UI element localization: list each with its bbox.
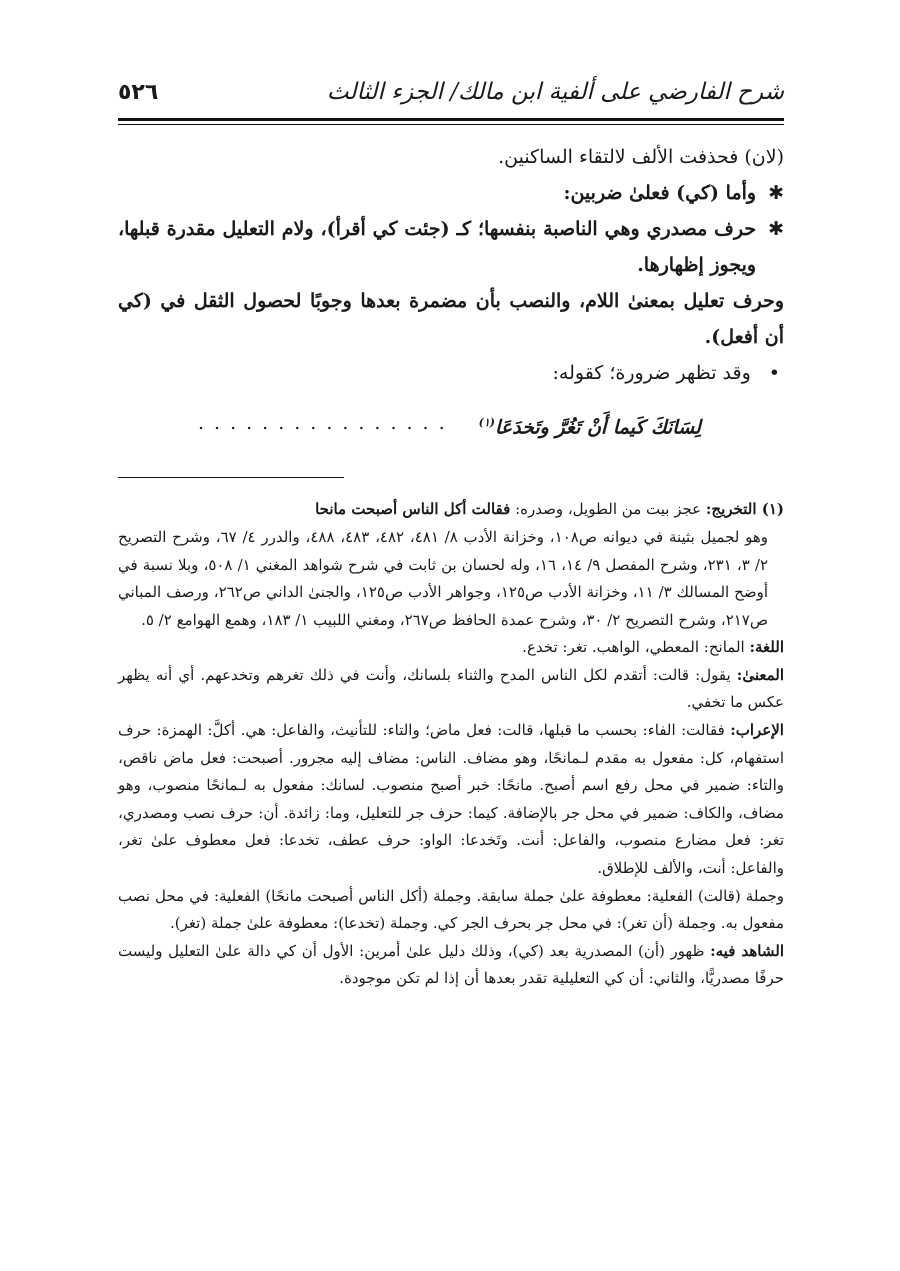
list-item	[118, 355, 784, 391]
footnote-irab	[118, 717, 784, 883]
text-line: (لان) فحذفت الألف لالتقاء الساكنين.	[498, 146, 784, 168]
footnote-text: فقالت: الفاء: بحسب ما قبلها، قالت: فعل ماض؛ والتاء: للتأنيث، والفاعل: هي. أكلَّ: الهمزة: حرف استفهام، كل: مفعول به مقدم لـمانحًا، وهو مضاف. الناس: مضاف إليه مجرور. أصبحت: فعل ماض ناقص، والتاء: ضمير في محل رفع اسم أصبح. مانحًا: خبر أصبح منصوب. لسانك: مفعول به لـمانحًا منصوب، وهو مضاف، والكاف: ضمير في محل جر بالإضافة. كيما: حرف جر للتعليل، وما: زائدة. أن: حرف نصب ومصدري، تغر: فعل مضارع منصوب، والفاعل: أنت. وتَخدعا: الواو: حرف عطف، تخدعا: فعل معطوف علىٰ تغر، والفاعل: أنت، والألف للإطلاق.	[118, 721, 784, 878]
page-header	[118, 70, 784, 114]
verse-text: لِسَانَكَ كَيما أَنْ تَغُرَّ وتَخدَعَا	[495, 416, 701, 439]
footnote-label: (١) التخريج:	[705, 500, 784, 519]
footnote-text: ظهور (أن) المصدرية بعد (كي)، وذلك دليل علىٰ أمرين: الأول أن كي دالة علىٰ التعليل وليست حرفًا مصدريًّا، والثاني: أن كي التعليلية تقدر بعدها أن إذا لم تكن موجودة.	[118, 941, 784, 988]
main-text	[118, 139, 784, 445]
footnote-label: اللغة:	[749, 638, 784, 657]
page-number: ٥٢٦	[118, 79, 159, 105]
footnote-separator	[118, 477, 344, 478]
list-item	[118, 211, 784, 283]
verse-hemistich	[479, 405, 701, 445]
book-page	[118, 70, 784, 1240]
verse-elision-dots: ................	[198, 412, 455, 434]
footnote-lugha	[118, 634, 784, 662]
paragraph: وحرف تعليل بمعنىٰ اللام، والنصب بأن مضمرة بعدها وجوبًا لحصول الثقل في (كي أن أفعل).	[118, 290, 784, 348]
footnote-takhrij-head	[118, 496, 784, 524]
footnote-text: عجز بيت من الطويل، وصدره:	[515, 500, 702, 519]
list-item-text: وقد تظهر ضرورة؛ كقوله:	[552, 362, 751, 384]
footnote-takhrij-body: وهو لجميل بثينة في ديوانه ص١٠٨، وخزانة الأدب ٨/ ٤٨١، ٤٨٢، ٤٨٣، ٤٨٨، والدرر ٤/ ٦٧، وشرح التصريح ٢/ ٣، ٢٣١، وشرح المفصل ٩/ ١٤، ١٦، وله لحسان بن ثابت في شرح شواهد المغني ١/ ٥٠٨، وبلا نسبة في أوضح المسالك ٣/ ١١، وخزانة الأدب ص١٢٥، وجواهر الأدب ص١٢٥، والجنىٰ الداني ص٢٦٢، ورصف المباني ص٢١٧، وشرح التصريح ٢/ ٣٠، وشرح عمدة الحافظ ص٢٦٧، ومغني اللبيب ١/ ١٨٣، وهمع الهوامع ٢/ ٥.	[118, 527, 769, 629]
verse-first-half: فقالت أكل الناس أصبحت مانحا	[315, 500, 511, 519]
footnote-ref: (١)	[478, 416, 495, 429]
list-item-text: وأما (كي) فعلىٰ ضربين:	[563, 182, 757, 204]
list-item-text: حرف مصدري وهي الناصبة بنفسها؛ كـ (جئت كي أقرأ)، ولام التعليل مقدرة قبلها، ويجوز إظهارها.	[118, 218, 757, 276]
header-rule-thick	[118, 118, 784, 121]
header-rule-thin	[118, 124, 784, 125]
footnote-label: المعنىٰ:	[736, 665, 784, 684]
footnote-text: المانح: المعطي، الواهب. تغر: تخدع.	[522, 638, 745, 657]
footnote-mana	[118, 662, 784, 717]
poetry-verse	[118, 405, 784, 445]
footnote-text: يقول: قالت: أتقدم لكل الناس المدح والثناء بلسانك، وأنت في ذلك تغرهم وتخدعهم. أي أنه يظهر عكس ما تخفي.	[118, 665, 784, 712]
list-item	[118, 175, 784, 211]
star-bullet-icon: ✱	[768, 182, 784, 204]
footnote-shahid	[118, 938, 784, 993]
running-title: شرح الفارضي على ألفية ابن مالك/ الجزء الثالث	[326, 79, 784, 105]
dot-bullet-icon: •	[768, 362, 780, 384]
footnote-label: الإعراب:	[730, 721, 784, 740]
footnote-jumla: وجملة (قالت) الفعلية: معطوفة علىٰ جملة سابقة. وجملة (أكل الناس أصبحت مانحًا) الفعلية: في محل نصب مفعول به. وجملة (أن تغر): في محل جر بحرف الجر كي. وجملة (تخدعا): معطوفة علىٰ جملة (تغر).	[118, 886, 784, 933]
footnote-label: الشاهد فيه:	[710, 941, 784, 960]
footnotes	[118, 496, 784, 993]
star-bullet-icon: ✱	[768, 218, 784, 240]
